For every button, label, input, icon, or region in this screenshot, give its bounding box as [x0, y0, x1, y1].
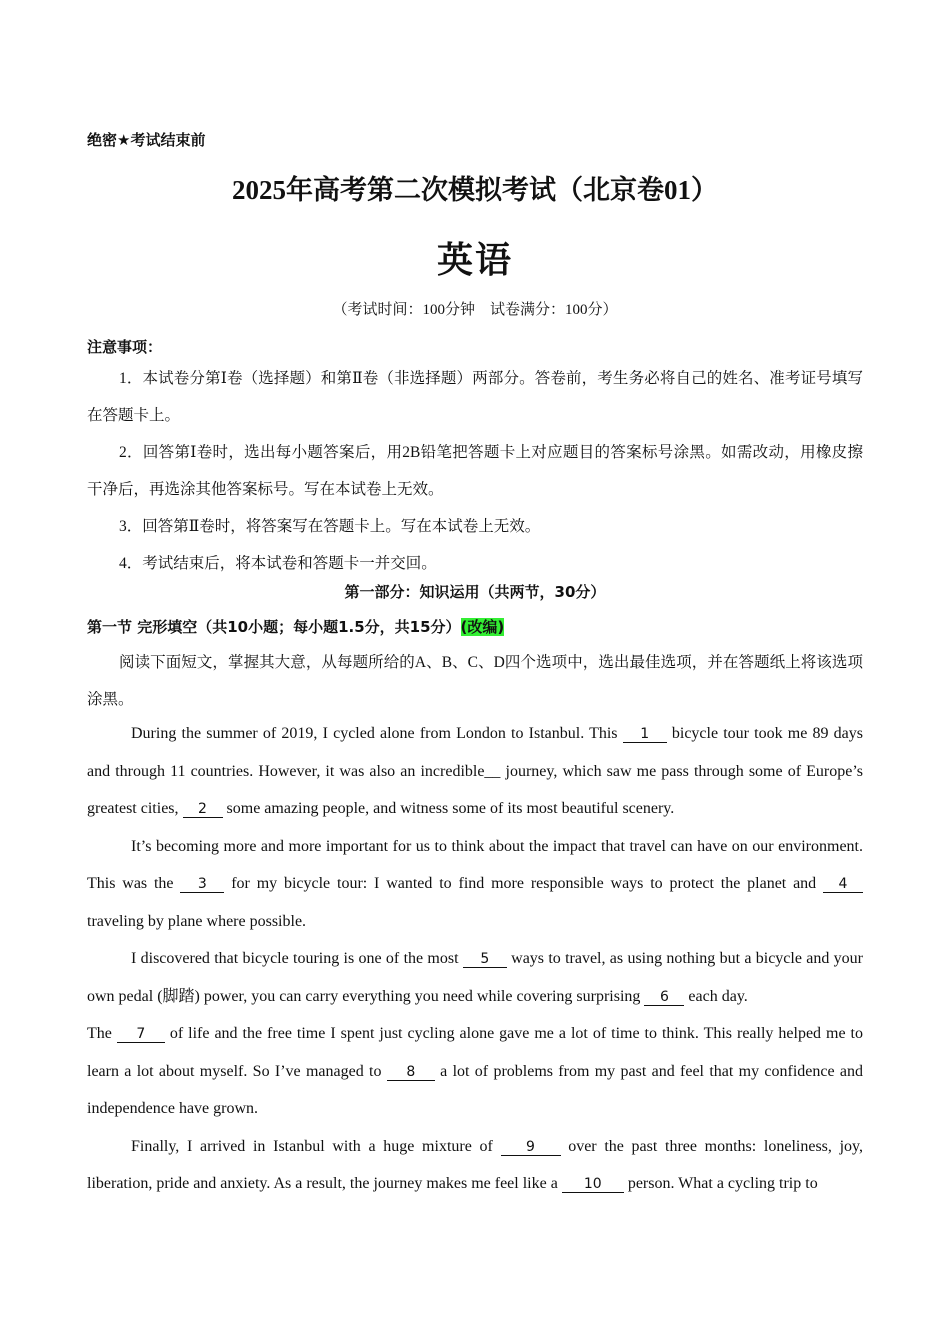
- passage-text: person. What a cycling trip to: [623, 1175, 818, 1192]
- passage-text: Finally, I arrived in Istanbul with a huge mixture of: [131, 1137, 501, 1155]
- notice-item: 4．考试结束后，将本试卷和答题卡一并交回。: [119, 555, 437, 572]
- passage-text: The: [87, 1025, 117, 1042]
- blank-6: 6: [644, 989, 684, 1006]
- cloze-passage: [87, 715, 863, 1203]
- passage-text: I discovered that bicycle touring is one of the most: [131, 950, 463, 967]
- passage-text: each day.: [684, 987, 748, 1005]
- passage-paragraph: [87, 715, 863, 828]
- exam-info: （考试时间：100分钟 试卷满分：100分）: [332, 302, 618, 318]
- passage-text: over the past three months: loneliness, joy, liberation, pride and anxiety. As a result, the journey makes me feel like a: [87, 1137, 863, 1192]
- blank-10: 10: [562, 1176, 624, 1193]
- section-instruction: 阅读下面短文，掌握其大意，从每题所给的A、B、C、D四个选项中，选出最佳选项，并在答题纸上将该选项涂黑。: [87, 654, 863, 708]
- blank-9: 9: [501, 1139, 561, 1156]
- blank-5: 5: [463, 951, 507, 968]
- notice-item: 2．回答第Ⅰ卷时，选出每小题答案后，用2B铅笔把答题卡上对应题目的答案标号涂黑。如需改动，用橡皮擦干净后，再选涂其他答案标号。写在本试卷上无效。: [87, 444, 863, 498]
- blank-7: 7: [117, 1026, 165, 1043]
- section-title: [87, 616, 504, 637]
- passage-text: for my bicycle tour: I wanted to find more responsible ways to protect the planet and: [224, 875, 824, 892]
- blank-3: 3: [180, 876, 224, 893]
- passage-text: It’s becoming more and more important for us to think about the impact that travel can have on our environment. This was the: [87, 837, 863, 892]
- passage-paragraph: [87, 1128, 863, 1203]
- notice-list: [87, 360, 863, 582]
- exam-title: 2025年高考第二次模拟考试（北京卷01）: [232, 175, 718, 205]
- passage-text: bicycle tour took me 89 days and through 11 countries. However, it was also an incredible__ journey, which saw me pass through some of Europe’s greatest cities,: [87, 725, 864, 817]
- notice-title: 注意事项：: [87, 338, 163, 356]
- section-title-text: 第一节 完形填空（共10小题；每小题1.5分，共15分）: [87, 618, 461, 636]
- passage-text: some amazing people, and witness some of its most beautiful scenery.: [222, 800, 675, 817]
- passage-text: a lot of problems from my past and feel that my confidence and independence have grown.: [87, 1062, 864, 1117]
- blank-1: 1: [623, 726, 667, 743]
- blank-4: 4: [823, 876, 863, 893]
- notice-item: 3．回答第Ⅱ卷时，将答案写在答题卡上。写在本试卷上无效。: [119, 518, 541, 535]
- notice-item: 1．本试卷分第Ⅰ卷（选择题）和第Ⅱ卷（非选择题）两部分。答卷前，考生务必将自己的姓名、准考证号填写在答题卡上。: [87, 370, 863, 424]
- section-tag: (改编): [460, 618, 505, 636]
- subject-title: 英语: [436, 240, 513, 281]
- part-title: 第一部分：知识运用（共两节，30分）: [344, 583, 606, 601]
- passage-paragraph: [87, 1015, 863, 1128]
- passage-text: During the summer of 2019, I cycled alone from London to Istanbul. This: [131, 725, 623, 742]
- confidential-label: 绝密★考试结束前: [87, 131, 206, 149]
- passage-text: of life and the free time I spent just cycling alone gave me a lot of time to think. This really helped me to learn a lot about myself. So I’ve managed to: [87, 1025, 863, 1080]
- passage-paragraph: [87, 828, 863, 941]
- passage-text: traveling by plane where possible.: [87, 912, 307, 930]
- passage-text: ways to travel, as using nothing but a bicycle and your own pedal (脚踏) power, you can carry everything you need while covering surprising: [87, 950, 863, 1005]
- blank-8: 8: [387, 1064, 435, 1081]
- blank-2: 2: [183, 801, 223, 818]
- passage-paragraph: [87, 940, 863, 1015]
